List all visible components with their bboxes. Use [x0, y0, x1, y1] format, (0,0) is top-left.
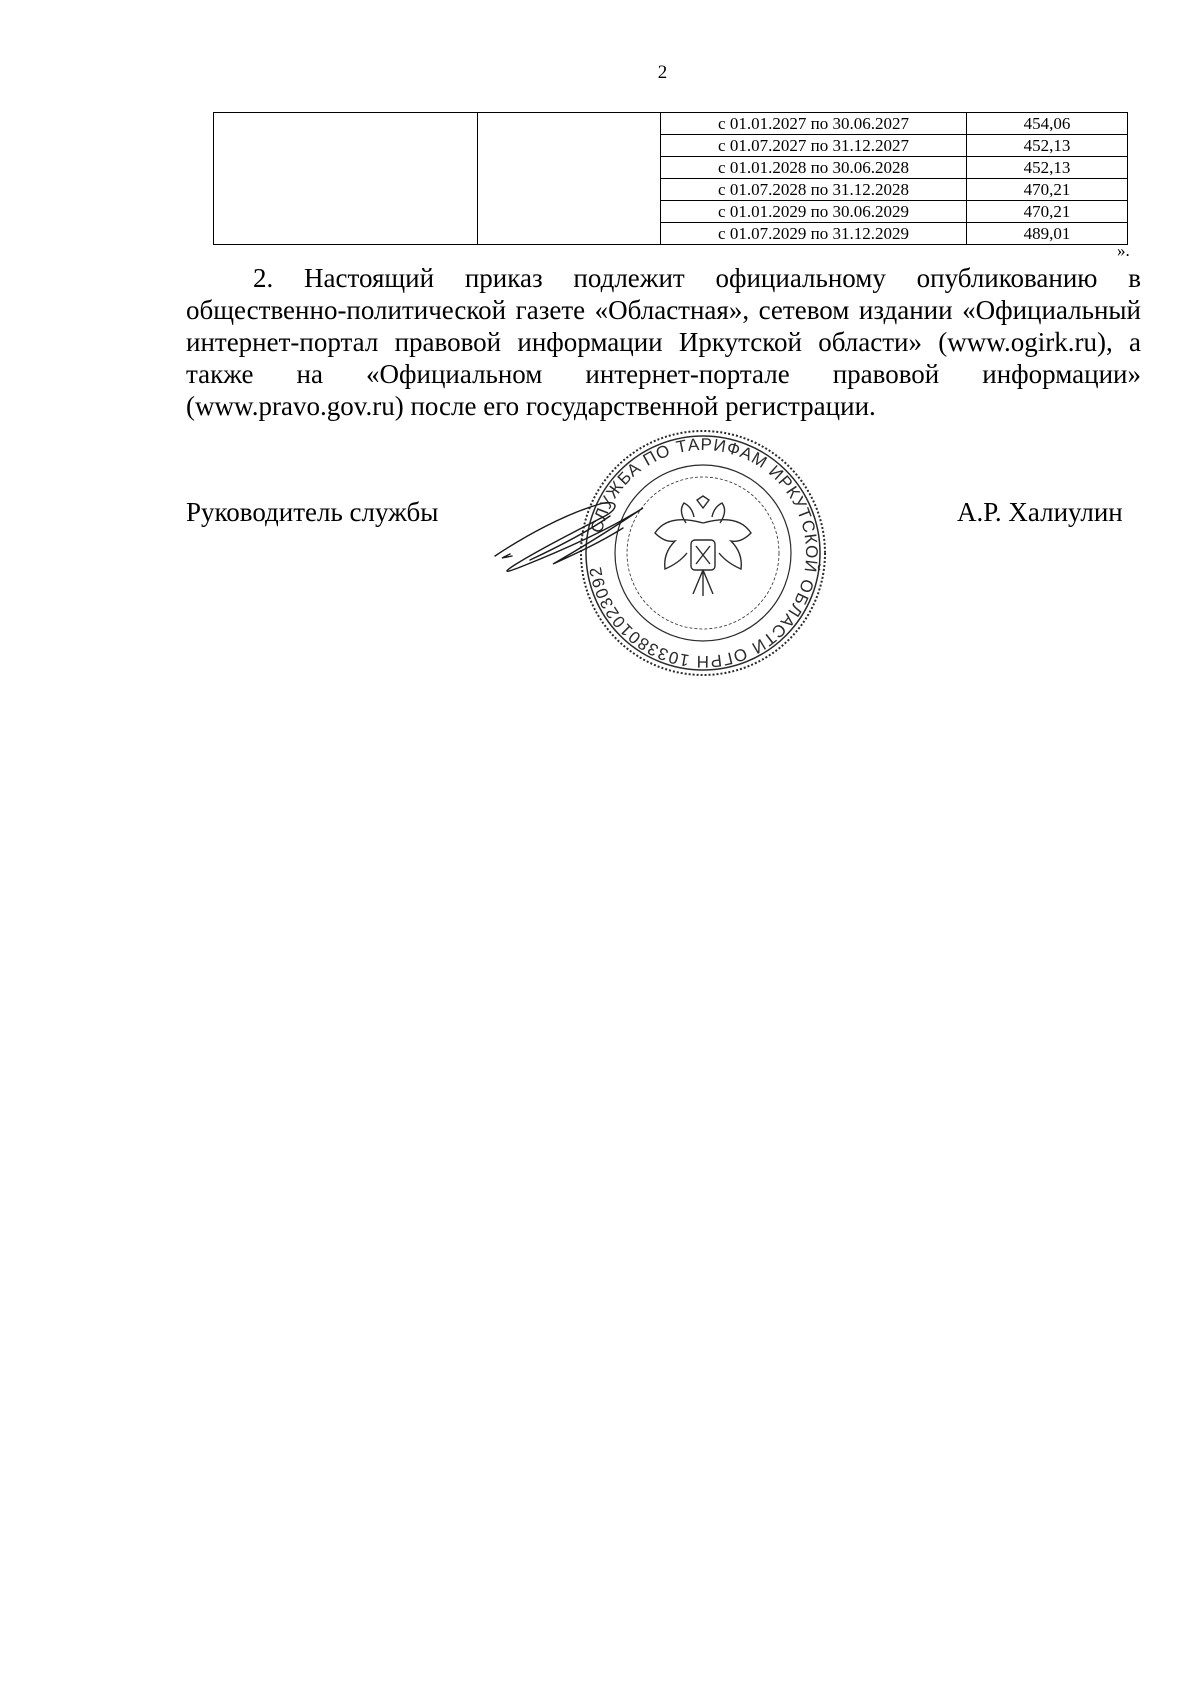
table-row: [214, 113, 1128, 135]
period-cell: с 01.01.2027 по 30.06.2027: [661, 113, 967, 135]
value-cell: 452,13: [967, 135, 1128, 157]
tariff-table: [213, 112, 1128, 245]
empty-cell: [478, 113, 661, 245]
publication-paragraph: [186, 262, 1141, 422]
value-cell: 454,06: [967, 113, 1128, 135]
period-cell: с 01.07.2029 по 31.12.2029: [661, 223, 967, 245]
empty-cell: [214, 113, 478, 245]
value-cell: 452,13: [967, 157, 1128, 179]
seal-outer-text: СЛУЖБА ПО ТАРИФАМ ИРКУТСКОЙ ОБЛАСТИ ОГРН 1033801023092: [585, 434, 822, 672]
signer-name: А.Р. Халиулин: [957, 497, 1123, 527]
handwritten-signature: [490, 498, 690, 608]
closing-quote: ».: [1117, 241, 1130, 260]
value-cell: 489,01: [967, 223, 1128, 245]
value-cell: 470,21: [967, 179, 1128, 201]
paragraph-text: 2. Настоящий приказ подлежит официальному опубликованию в общественно-политической газете «Областная», сетевом издании «Официальный интернет-портал правовой информации Иркутской области» (www.ogirk.ru), а также на «Официальном интернет-портале правовой информации» (www.pravo.gov.ru) после его государственной регистрации.: [186, 263, 1141, 421]
page-number: 2: [657, 62, 668, 83]
period-cell: с 01.07.2028 по 31.12.2028: [661, 179, 967, 201]
period-cell: с 01.01.2028 по 30.06.2028: [661, 157, 967, 179]
value-cell: 470,21: [967, 201, 1128, 223]
period-cell: с 01.07.2027 по 31.12.2027: [661, 135, 967, 157]
signer-title: Руководитель службы: [186, 497, 439, 527]
period-cell: с 01.01.2029 по 30.06.2029: [661, 201, 967, 223]
